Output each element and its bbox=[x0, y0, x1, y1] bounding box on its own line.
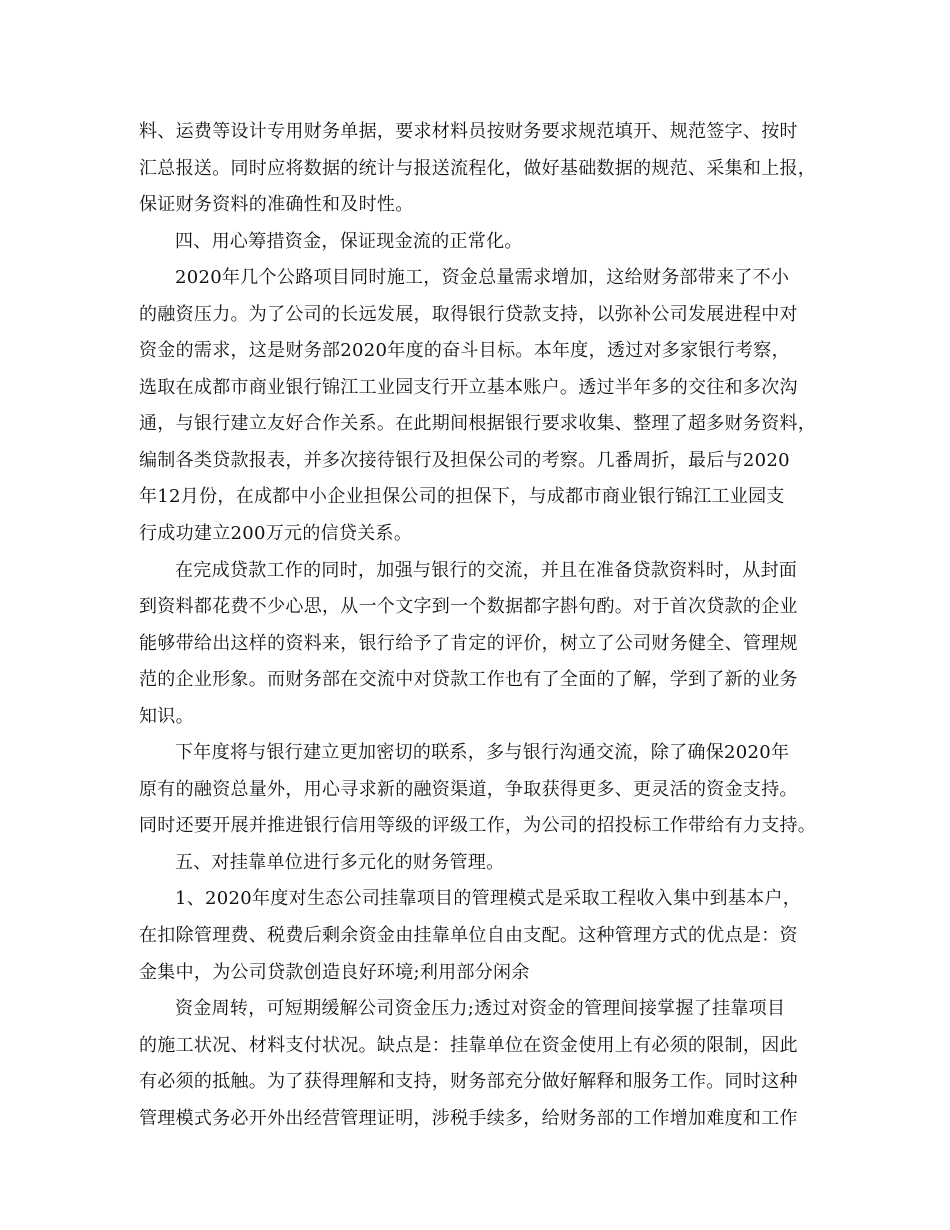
text-line: 知识。 bbox=[139, 705, 194, 727]
text-line: 同时还要开展并推进银行信用等级的评级工作，为公司的招投标工作带给有力支持。 bbox=[139, 815, 817, 837]
text-line: 在扣除管理费、税费后剩余资金由挂靠单位自由支配。这种管理方式的优点是：资 bbox=[139, 925, 798, 947]
text-line: 2020年几个公路项目同时施工，资金总量需求增加，这给财务部带来了不小 bbox=[175, 267, 790, 289]
text-line: 下年度将与银行建立更加密切的联系，多与银行沟通交流，除了确保2020年 bbox=[175, 742, 790, 764]
text-line: 能够带给出这样的资料来，银行给予了肯定的评价，树立了公司财务健全、管理规 bbox=[139, 632, 798, 654]
text-line: 1、2020年度对生态公司挂靠项目的管理模式是采取工程收入集中到基本户， bbox=[175, 888, 802, 910]
document-body bbox=[139, 114, 829, 1137]
text-line: 范的企业形象。而财务部在交流中对贷款工作也有了全面的了解，学到了新的业务 bbox=[139, 669, 798, 691]
text-line: 选取在成都市商业银行锦江工业园支行开立基本账户。透过半年多的交往和多次沟 bbox=[139, 376, 798, 398]
text-line: 行成功建立200万元的信贷关系。 bbox=[139, 523, 413, 545]
text-line: 五、对挂靠单位进行多元化的财务管理。 bbox=[175, 851, 505, 873]
text-line: 在完成贷款工作的同时，加强与银行的交流，并且在准备贷款资料时，从封面 bbox=[175, 559, 798, 581]
text-line: 四、用心筹措资金，保证现金流的正常化。 bbox=[175, 230, 523, 252]
text-line: 资金的需求，这是财务部2020年度的奋斗目标。本年度，透过对多家银行考察， bbox=[139, 340, 790, 362]
text-line: 年12月份，在成都中小企业担保公司的担保下，与成都市商业银行锦江工业园支 bbox=[139, 486, 785, 508]
text-line: 管理模式务必开外出经营管理证明，涉税手续多，给财务部的工作增加难度和工作 bbox=[139, 1107, 798, 1129]
text-line: 到资料都花费不少心思，从一个文字到一个数据都字斟句酌。对于首次贷款的企业 bbox=[139, 596, 798, 618]
text-line: 编制各类贷款报表，并多次接待银行及担保公司的考察。几番周折，最后与2020 bbox=[139, 449, 790, 471]
text-line: 保证财务资料的准确性和及时性。 bbox=[139, 194, 414, 216]
text-line: 资金周转，可短期缓解公司资金压力;透过对资金的管理间接掌握了挂靠项目 bbox=[175, 998, 786, 1020]
text-line: 原有的融资总量外，用心寻求新的融资渠道，争取获得更多、更灵活的资金支持。 bbox=[139, 778, 798, 800]
text-line: 有必须的抵触。为了获得理解和支持，财务部充分做好解释和服务工作。同时这种 bbox=[139, 1071, 798, 1093]
text-line: 料、运费等设计专用财务单据，要求材料员按财务要求规范填开、规范签字、按时 bbox=[139, 121, 798, 142]
text-line: 汇总报送。同时应将数据的统计与报送流程化，做好基础数据的规范、采集和上报， bbox=[139, 157, 817, 179]
text-line: 通，与银行建立友好合作关系。在此期间根据银行要求收集、整理了超多财务资料， bbox=[139, 413, 817, 435]
text-line: 的施工状况、材料支付状况。缺点是：挂靠单位在资金使用上有必须的限制，因此 bbox=[139, 1034, 798, 1056]
text-line: 的融资压力。为了公司的长远发展，取得银行贷款支持，以弥补公司发展进程中对 bbox=[139, 303, 798, 325]
text-line: 金集中，为公司贷款创造良好环境;利用部分闲余 bbox=[139, 961, 530, 983]
